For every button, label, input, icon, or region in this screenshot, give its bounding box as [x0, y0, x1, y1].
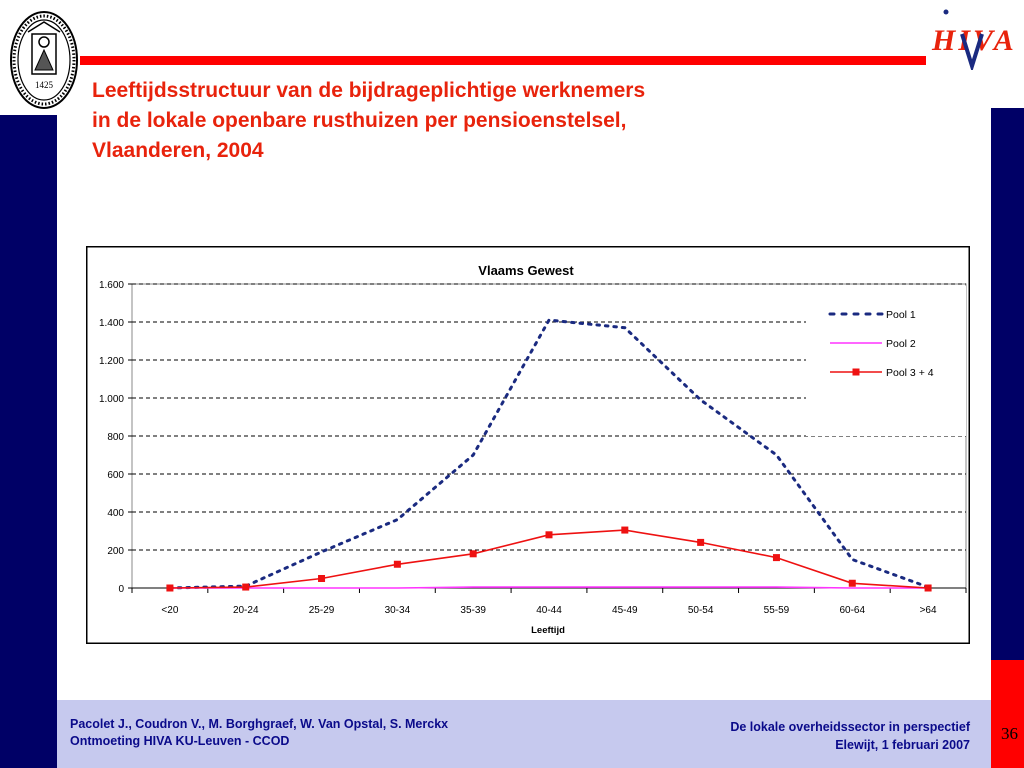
data-point: [697, 539, 704, 546]
x-tick-label: 35-39: [460, 605, 486, 616]
legend-label: Pool 1: [886, 309, 916, 321]
x-tick-label: 40-44: [536, 605, 562, 616]
x-tick-label: 45-49: [612, 605, 638, 616]
x-tick-label: 55-59: [763, 605, 790, 616]
title-line-3: Vlaanderen, 2004: [92, 139, 264, 162]
data-point: [318, 575, 325, 582]
footer-right-line-1: De lokale overheidssector in perspectief: [730, 720, 970, 734]
legend-label: Pool 2: [886, 338, 916, 350]
hiva-logo-icon: [924, 4, 1024, 70]
footer-left-line-1: Pacolet J., Coudron V., M. Borghgraef, W. Van Opstal, S. Merckx: [70, 717, 449, 731]
footer-event: [730, 718, 970, 754]
data-point: [621, 527, 628, 534]
university-seal-icon: [8, 8, 80, 116]
data-point: [242, 584, 249, 591]
y-tick-label: 400: [107, 508, 124, 519]
legend-marker: [853, 369, 860, 376]
y-tick-label: 1.400: [98, 318, 124, 329]
data-point: [925, 585, 932, 592]
x-tick-label: >64: [919, 605, 937, 616]
data-point: [470, 550, 477, 557]
data-point: [849, 580, 856, 587]
x-axis-label: Leeftijd: [531, 625, 565, 636]
series-line-2: [170, 587, 928, 588]
header-red-rule: [80, 56, 926, 65]
chart-title: Vlaams Gewest: [478, 263, 574, 278]
x-tick-label: <20: [161, 605, 179, 616]
x-tick-label: 60-64: [839, 605, 866, 616]
left-navy-band: [0, 115, 57, 768]
title-line-1: Leeftijdsstructuur van de bijdrageplichtige werknemers: [92, 79, 646, 102]
data-point: [773, 554, 780, 561]
data-point: [394, 561, 401, 568]
data-point: [166, 585, 173, 592]
footer-authors: [70, 716, 448, 750]
x-tick-label: 20-24: [232, 605, 259, 616]
data-point: [546, 531, 553, 538]
y-tick-label: 1.000: [98, 394, 124, 405]
page-number: 36: [1001, 724, 1018, 743]
footer-right-line-2: Elewijt, 1 februari 2007: [835, 738, 970, 752]
y-tick-label: 1.200: [98, 356, 124, 367]
logo-text: HIVA: [932, 24, 1017, 57]
slide-title: [92, 76, 645, 166]
title-line-2: in de lokale openbare rusthuizen per pensioenstelsel,: [92, 109, 627, 132]
footer-left-line-2: Ontmoeting HIVA KU-Leuven - CCOD: [70, 734, 290, 748]
y-tick-label: 1.600: [98, 280, 124, 291]
right-navy-band: [991, 108, 1024, 660]
y-tick-label: 600: [107, 470, 124, 481]
page-number-box: [991, 660, 1024, 768]
x-tick-label: 50-54: [687, 605, 714, 616]
seal-year: 1425: [35, 80, 53, 90]
y-tick-label: 0: [118, 584, 124, 595]
x-tick-label: 30-34: [384, 605, 411, 616]
line-chart: [86, 246, 970, 644]
y-tick-label: 800: [107, 432, 124, 443]
x-tick-label: 25-29: [308, 605, 335, 616]
legend-label: Pool 3 + 4: [886, 367, 934, 379]
y-tick-label: 200: [107, 546, 124, 557]
